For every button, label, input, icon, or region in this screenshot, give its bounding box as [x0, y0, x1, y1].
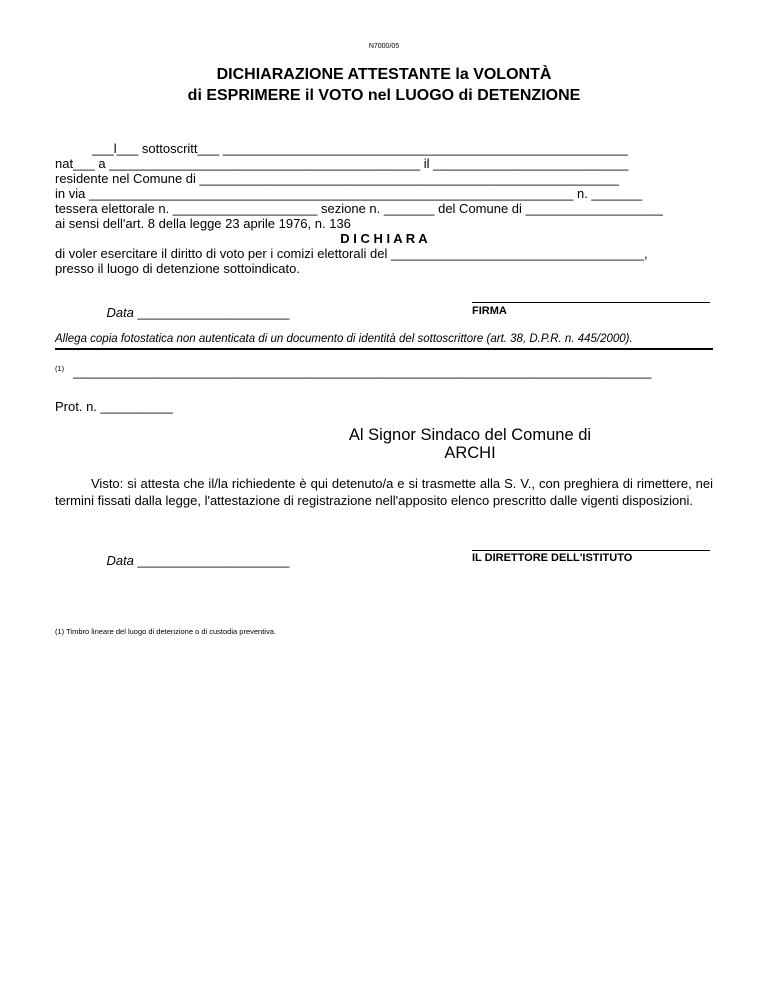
director-signature-label: IL DIRETTORE DELL'ISTITUTO [472, 552, 633, 564]
director-date-blank: _____________________ [137, 553, 290, 568]
signature-label: FIRMA [472, 305, 507, 317]
date-field[interactable] [92, 290, 289, 335]
birth-field-line[interactable]: nat___ a ___________________________________________ il ___________________________ [55, 156, 629, 171]
residence-field-line[interactable]: residente nel Comune di __________________________________________________________ [55, 171, 619, 186]
electoral-card-field-line[interactable]: tessera elettorale n. ____________________ sezione n. _______ del Comune di ___________________ [55, 201, 663, 216]
name-field-line[interactable]: ___l___ sottoscritt___ ________________________________________________________ [92, 141, 628, 156]
document-title-line-1: DICHIARAZIONE ATTESTANTE la VOLONTÀ [216, 66, 552, 83]
declares-heading: D I C H I A R A [340, 231, 428, 246]
director-signature-line[interactable] [472, 550, 710, 551]
director-date-label: Data [106, 553, 134, 568]
date-label: Data [106, 305, 134, 320]
signature-line[interactable] [472, 302, 710, 303]
detention-place-text: presso il luogo di detenzione sottoindicato. [55, 261, 300, 276]
recipient-municipality: ARCHI [444, 444, 496, 462]
election-field-line[interactable]: di voler esercitare il diritto di voto per i comizi elettorali del ___________________________________, [55, 246, 648, 261]
divider-rule [55, 348, 713, 350]
stamp-area-line[interactable]: ________________________________________________________________________________ [73, 364, 652, 379]
footnote: (1) Timbro lineare del luogo di detenzione o di custodia preventiva. [55, 627, 276, 636]
address-field-line[interactable]: in via ___________________________________________________________________ n. _______ [55, 186, 643, 201]
director-date-field[interactable] [92, 538, 289, 583]
protocol-number-field[interactable]: Prot. n. __________ [55, 399, 173, 414]
attestation-paragraph: Visto: si attesta che il/la richiedente è qui detenuto/a e si trasmette alla S. V., con preghiera di rimettere, nei termini fissati dalla legge, l'attestazione di registrazione nell'apposito elenco prescritto dalle vigenti disposizioni. [55, 476, 713, 508]
stamp-footnote-marker: (1) [55, 364, 65, 373]
attachment-notice: Allega copia fotostatica non autenticata di un documento di identità del sottoscrittore (art. 38, D.P.R. n. 445/2000). [55, 333, 633, 345]
recipient-line-1: Al Signor Sindaco del Comune di [348, 426, 592, 444]
document-title-line-2: di ESPRIMERE il VOTO nel LUOGO di DETENZIONE [187, 87, 581, 104]
legal-reference: ai sensi dell'art. 8 della legge 23 aprile 1976, n. 136 [55, 216, 351, 231]
form-code: N7000/05 [368, 43, 400, 50]
date-blank: _____________________ [137, 305, 290, 320]
